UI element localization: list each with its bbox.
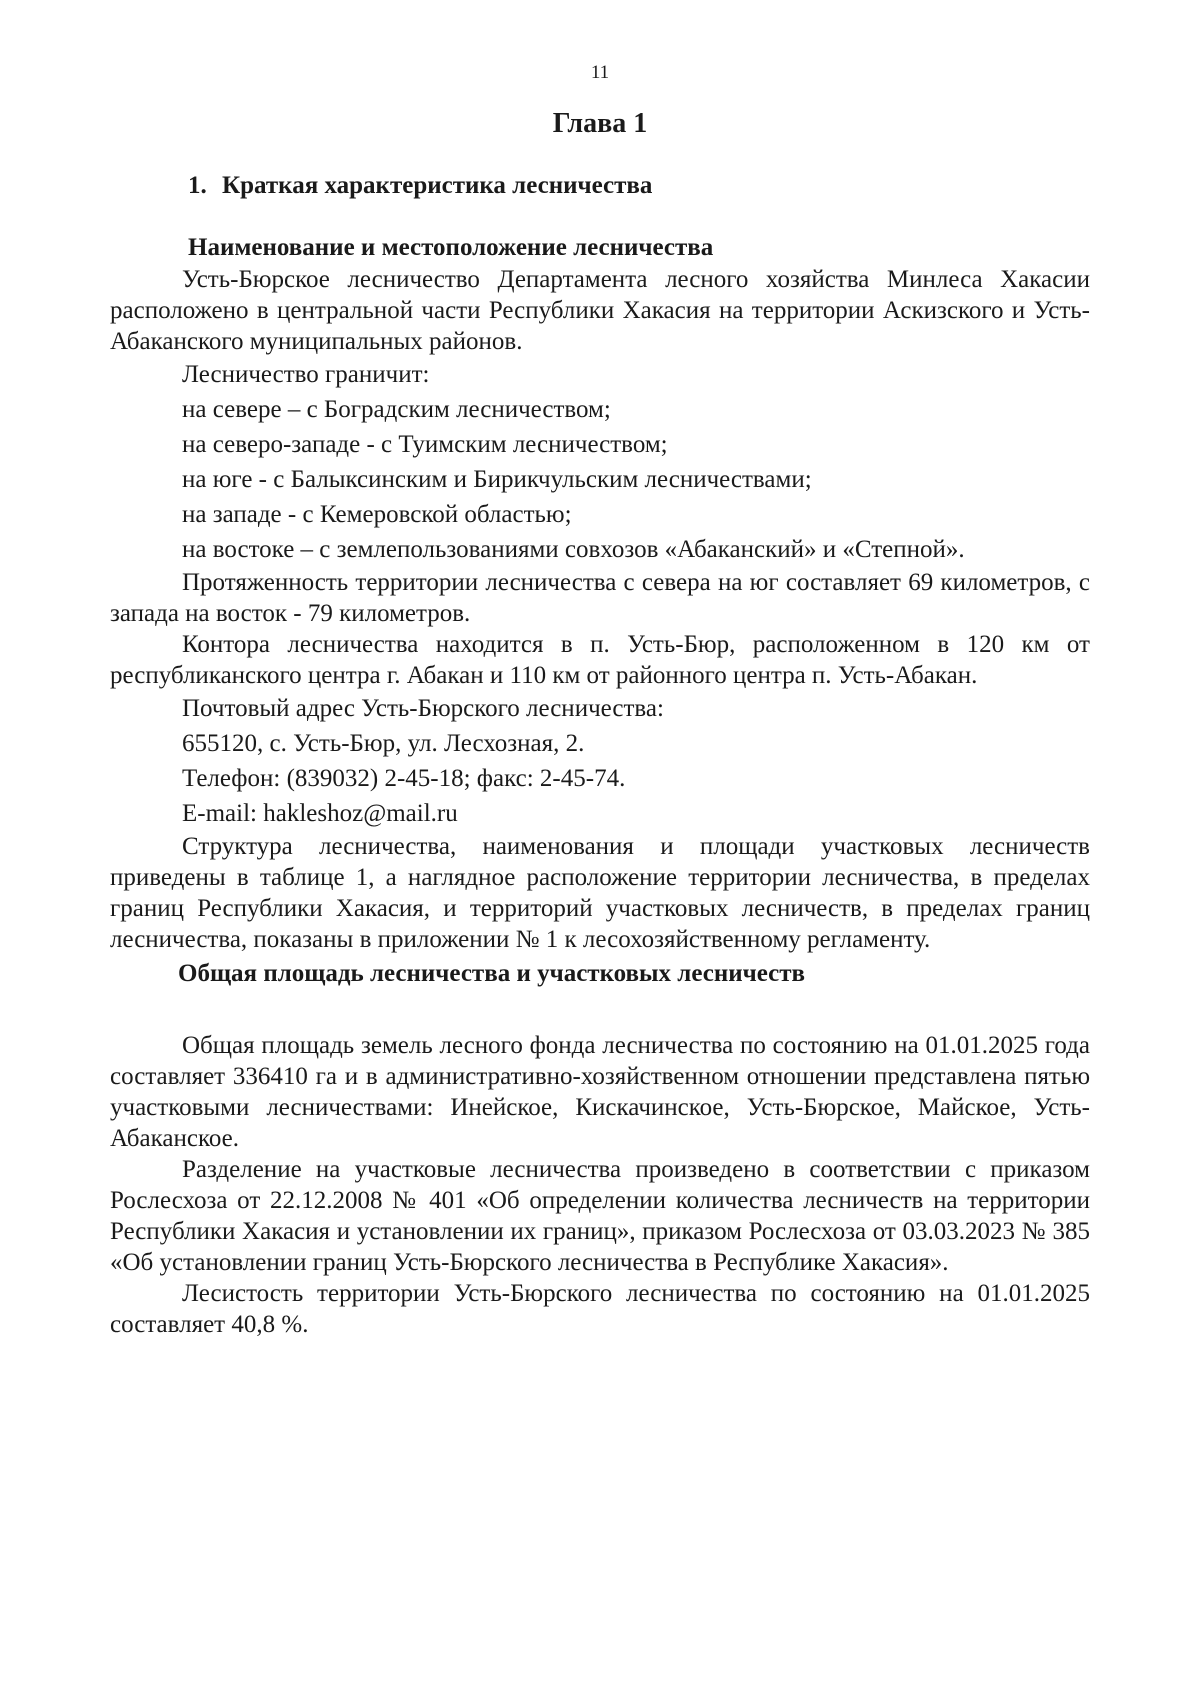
postal-address: 655120, с. Усть-Бюр, ул. Лесхозная, 2.: [182, 730, 585, 757]
email-line: E-mail: hakleshoz@mail.ru: [182, 800, 458, 827]
section-title: Краткая характеристика лесничества: [222, 172, 653, 199]
page-number: 11: [590, 62, 610, 83]
office-paragraph: Контора лесничества находится в п. Усть-Бюр, расположенном в 120 км от республиканского центра г. Абакан и 110 км от районного центра п. Усть-Абакан.: [110, 631, 1090, 689]
border-south: на юге - с Балыксинским и Бирикчульским лесничествами;: [182, 466, 812, 493]
area-paragraph-3: Лесистость территории Усть-Бюрского лесничества по состоянию на 01.01.2025 составляет 40,8 %.: [110, 1280, 1090, 1338]
border-west: на западе - с Кемеровской областью;: [182, 501, 572, 528]
border-east: на востоке – с землепользованиями совхозов «Абаканский» и «Степной».: [182, 536, 965, 563]
extent-paragraph: Протяженность территории лесничества с севера на юг составляет 69 километров, с запада на восток - 79 километров.: [110, 569, 1090, 627]
border-north: на севере – с Боградским лесничеством;: [182, 396, 611, 423]
structure-paragraph: Структура лесничества, наименования и площади участковых лесничеств приведены в таблице 1, а наглядное расположение территории лесничества, в пределах границ Республики Хакасия, и территорий участковых лесничеств, в пределах границ лесничества, показаны в приложении № 1 к лесохозяйственному регламенту.: [110, 833, 1090, 953]
chapter-title: Глава 1: [552, 108, 648, 139]
location-section: [110, 232, 1090, 955]
border-northwest: на северо-западе - с Туимским лесничеством;: [182, 431, 668, 458]
section-heading: [188, 172, 652, 200]
borders-label: Лесничество граничит:: [182, 361, 430, 388]
location-intro: Усть-Бюрское лесничество Департамента лесного хозяйства Минлеса Хакасии расположено в центральной части Республики Хакасия на территории Аскизского и Усть-Абаканского муниципальных районов.: [110, 266, 1090, 355]
area-section: [110, 1030, 1090, 1340]
postal-label: Почтовый адрес Усть-Бюрского лесничества:: [182, 695, 664, 722]
section-number: 1.: [188, 172, 207, 199]
area-heading: Общая площадь лесничества и участковых лесничеств: [178, 960, 806, 987]
location-heading: Наименование и местоположение лесничества: [188, 234, 714, 261]
area-paragraph-2: Разделение на участковые лесничества произведено в соответствии с приказом Рослесхоза от 22.12.2008 № 401 «Об определении количества лесничеств на территории Республики Хакасия и установлении их границ», приказом Рослесхоза от 03.03.2023 № 385 «Об установлении границ Усть-Бюрского лесничества в Республике Хакасия».: [110, 1156, 1090, 1276]
area-paragraph-1: Общая площадь земель лесного фонда лесничества по состоянию на 01.01.2025 года составляет 336410 га и в административно-хозяйственном отношении представлена пятью участковыми лесничествами: Инейское, Кискачинское, Усть-Бюрское, Майское, Усть-Абаканское.: [110, 1032, 1090, 1152]
phone-line: Телефон: (839032) 2-45-18; факс: 2-45-74.: [182, 765, 626, 792]
